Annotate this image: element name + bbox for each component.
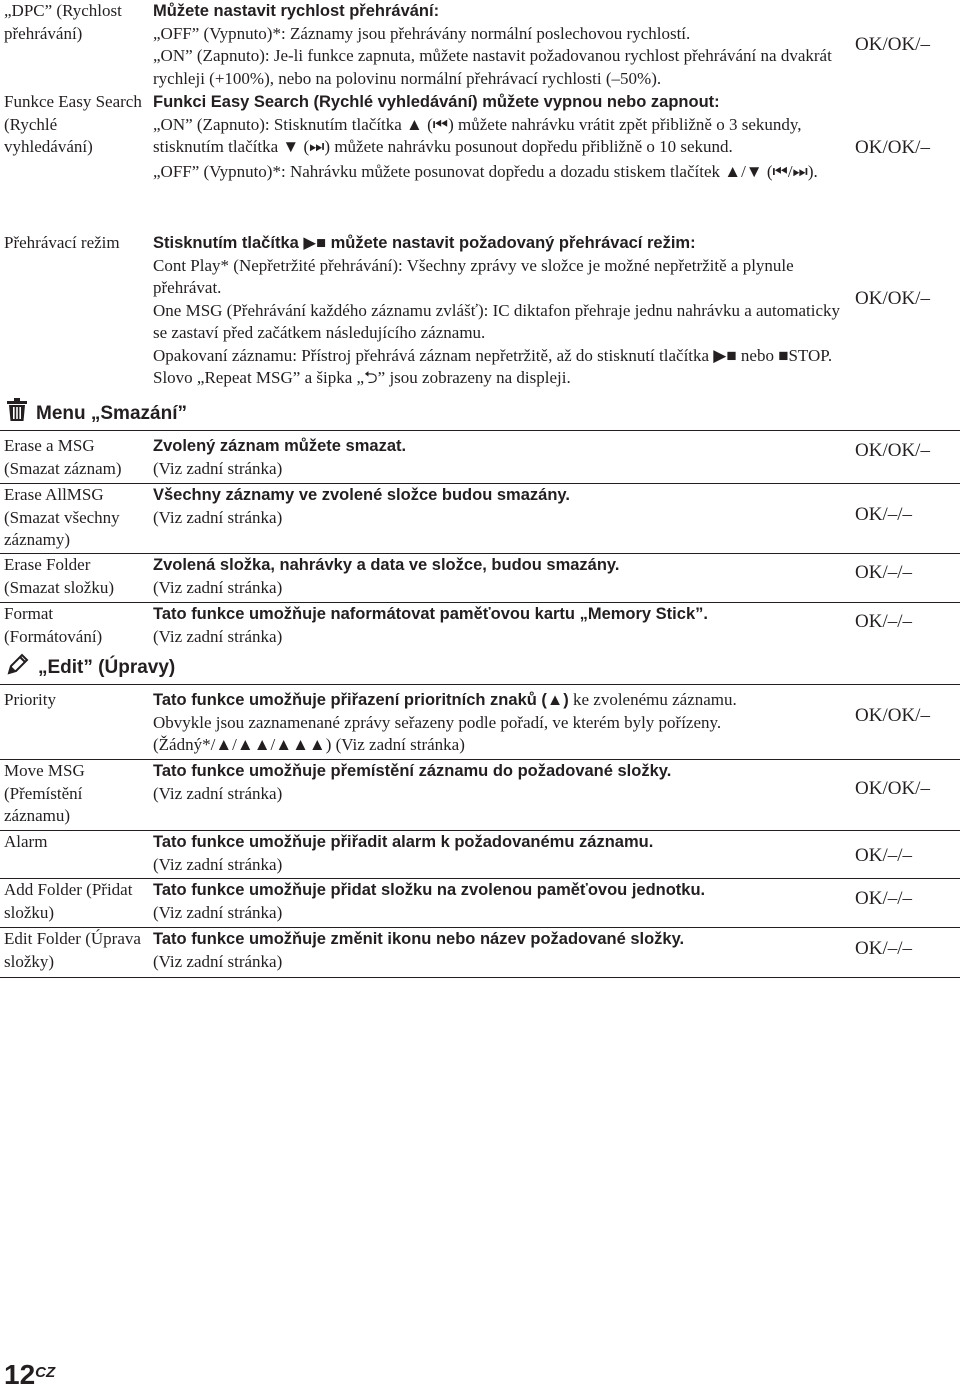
- status-value: OK/OK/–: [855, 778, 930, 799]
- setting-row-alarm: [0, 830, 960, 874]
- setting-note: (Viz zadní stránka): [153, 854, 283, 874]
- setting-note: (Viz zadní stránka): [153, 951, 283, 971]
- section-divider: [0, 430, 960, 431]
- setting-line: „OFF” (Vypnuto)*: Záznamy jsou přehrávány normální poslechovou rychlostí.: [153, 23, 691, 43]
- status-value: OK/–/–: [855, 888, 912, 909]
- setting-label: Erase a MSG (Smazat záznam): [4, 436, 122, 478]
- setting-description: [153, 928, 843, 973]
- setting-label: „DPC” (Rychlost přehrávání): [4, 1, 122, 43]
- setting-description: [153, 554, 843, 599]
- status-value: OK/–/–: [855, 845, 912, 866]
- status-value: OK/–/–: [855, 562, 912, 583]
- setting-heading: Zvolená složka, nahrávky a data ve složce, budou smazány.: [153, 556, 620, 574]
- status-value: OK/OK/–: [855, 705, 930, 726]
- setting-heading: Tato funkce umožňuje přemístění záznamu do požadované složky.: [153, 762, 672, 780]
- status-value: OK/–/–: [855, 938, 912, 959]
- setting-description: [153, 689, 843, 757]
- setting-line: „OFF” (Vypnuto)*: Nahrávku můžete posunovat dopředu a dozadu stiskem tlačítek ▲/▼ (⏮/⏭).: [153, 161, 818, 181]
- section-title-text: „Edit” (Úpravy): [38, 656, 176, 678]
- setting-note: (Viz zadní stránka): [153, 902, 283, 922]
- setting-label: Priority: [4, 690, 56, 709]
- setting-row-add-folder: [0, 878, 960, 922]
- setting-heading: Tato funkce umožňuje změnit ikonu nebo název požadované složky.: [153, 930, 685, 948]
- setting-row-edit-folder: [0, 927, 960, 978]
- section-title-text: Menu „Smazání”: [36, 402, 187, 424]
- setting-heading-tail: ke zvolenému záznamu.: [568, 690, 737, 709]
- setting-row-erase-all: [0, 483, 960, 549]
- setting-row-erase-folder: [0, 553, 960, 597]
- setting-description: [153, 760, 843, 805]
- setting-description: [153, 879, 843, 924]
- setting-line: „ON” (Zapnuto): Je-li funkce zapnuta, můžete nastavit požadovanou rychlost přehrávání na dvakrát rychleji (+100%), nebo na polovinu normální přehrávací rychlosti (–50%).: [153, 46, 832, 88]
- setting-note: (Viz zadní stránka): [153, 458, 283, 478]
- status-value: OK/–/–: [855, 611, 912, 632]
- setting-line: (Žádný*/▲/▲▲/▲▲▲) (Viz zadní stránka): [153, 735, 465, 754]
- setting-description: [153, 603, 843, 648]
- status-value: OK/OK/–: [855, 137, 930, 158]
- setting-line: Cont Play* (Nepřetržité přehrávání): Všechny zprávy ve složce je možné nepřetržitě a plynule přehrávat.: [153, 255, 794, 297]
- setting-line: One MSG (Přehrávání každého záznamu zvlášť): IC diktafon přehraje jednu nahrávku a automaticky se zastaví před začátkem následujícího záznamu.: [153, 300, 841, 342]
- setting-line: Opakovaní záznamu: Přístroj přehrává záznam nepřetržitě, až do stisknutí tlačítka ▶■ nebo ■STOP. Slovo „Repeat MSG” a šipka „⮌” jsou zobrazeny na displeji.: [153, 345, 833, 387]
- setting-line: „ON” (Zapnuto): Stisknutím tlačítka ▲ (⏮) můžete nahrávku vrátit zpět přibližně o 3 sekundy, stisknutím tlačítka ▼ (⏭) můžete nahrávku posunout dopředu přibližně o 10 sekund.: [153, 114, 802, 156]
- setting-heading: Stisknutím tlačítka ▶■ můžete nastavit požadovaný přehrávací režim:: [153, 234, 696, 252]
- setting-note: (Viz zadní stránka): [153, 783, 283, 803]
- setting-description: [153, 232, 843, 390]
- setting-heading: Tato funkce umožňuje přiřazení prioritních znaků (▲): [153, 691, 569, 709]
- setting-label: Move MSG (Přemístění záznamu): [4, 761, 85, 825]
- page-number: [4, 1360, 55, 1390]
- setting-description: [153, 435, 843, 480]
- setting-label: Edit Folder (Úprava složky): [4, 929, 141, 971]
- setting-note: (Viz zadní stránka): [153, 577, 283, 597]
- setting-heading: Všechny záznamy ve zvolené složce budou smazány.: [153, 486, 570, 504]
- setting-description: [153, 0, 843, 90]
- status-value: OK/OK/–: [855, 34, 930, 55]
- setting-label: Erase Folder (Smazat složku): [4, 555, 114, 597]
- setting-heading: Tato funkce umožňuje naformátovat paměťovou kartu „Memory Stick”.: [153, 605, 708, 623]
- setting-description: [153, 831, 843, 876]
- status-value: OK/–/–: [855, 504, 912, 525]
- page-number-suffix: CZ: [35, 1364, 56, 1381]
- trash-icon: [6, 398, 28, 429]
- setting-row-format: [0, 602, 960, 646]
- setting-label: Funkce Easy Search (Rychlé vyhledávání): [4, 92, 142, 156]
- setting-description: [153, 91, 843, 183]
- section-title-delete: [6, 398, 187, 429]
- setting-heading: Tato funkce umožňuje přiřadit alarm k požadovanému záznamu.: [153, 833, 654, 851]
- setting-note: (Viz zadní stránka): [153, 626, 283, 646]
- setting-heading: Můžete nastavit rychlost přehrávání:: [153, 2, 440, 20]
- status-value: OK/OK/–: [855, 288, 930, 309]
- setting-line: Obvykle jsou zaznamenané zprávy seřazeny podle pořadí, ve kterém byly pořízeny.: [153, 712, 722, 732]
- setting-label: Přehrávací režim: [4, 233, 120, 252]
- setting-description: [153, 484, 843, 529]
- setting-label: Alarm: [4, 832, 48, 851]
- setting-heading: Funkci Easy Search (Rychlé vyhledávání) můžete vypnou nebo zapnout:: [153, 93, 720, 111]
- setting-heading: Zvolený záznam můžete smazat.: [153, 437, 407, 455]
- setting-note: (Viz zadní stránka): [153, 507, 283, 527]
- setting-heading: Tato funkce umožňuje přidat složku na zvolenou paměťovou jednotku.: [153, 881, 706, 899]
- status-value: OK/OK/–: [855, 440, 930, 461]
- pencil-icon: [6, 652, 30, 683]
- setting-label: Add Folder (Přidat složku): [4, 880, 133, 922]
- page-number-value: 12: [4, 1359, 36, 1390]
- section-divider: [0, 684, 960, 685]
- section-title-edit: [6, 652, 175, 683]
- setting-label: Format (Formátování): [4, 604, 103, 646]
- setting-row-move-msg: [0, 759, 960, 825]
- setting-label: Erase AllMSG (Smazat všechny záznamy): [4, 485, 120, 549]
